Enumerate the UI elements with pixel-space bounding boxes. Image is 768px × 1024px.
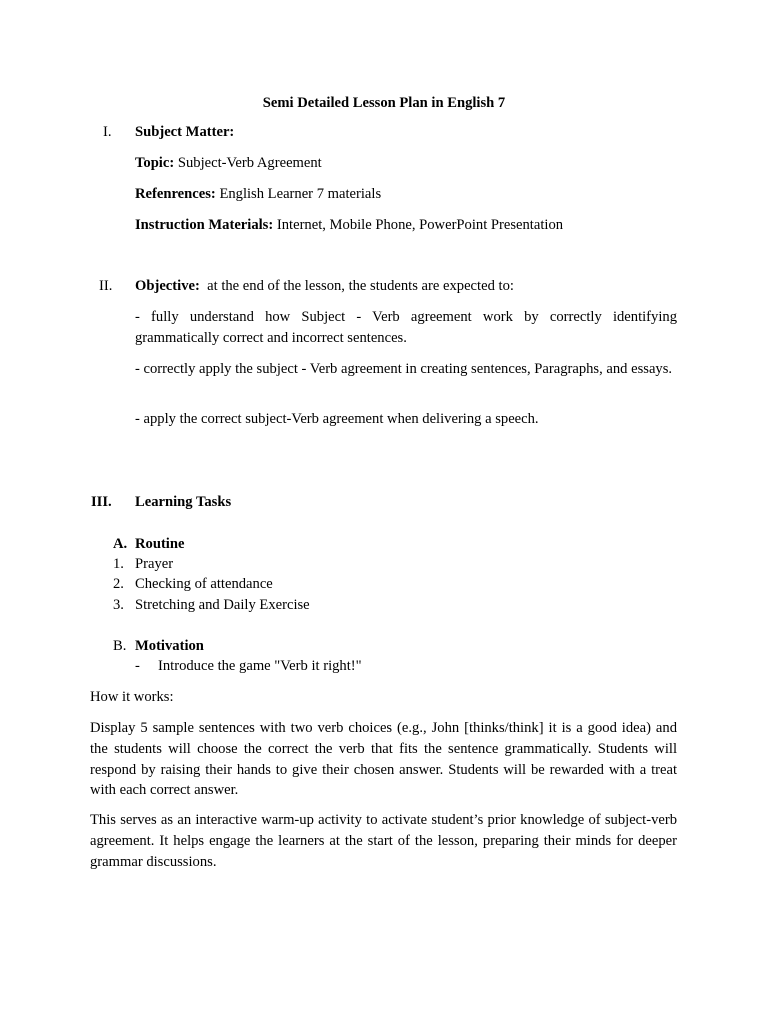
topic-line [135,153,322,173]
motivation-letter: B. [113,638,127,654]
routine-item-3-num: 3. [113,597,124,613]
topic-label: Topic: [135,155,175,171]
paragraph-2: This serves as an interactive warm-up activity to activate student’s prior knowledge of subject-verb agreement. It helps engage the learners at the start of the lesson, preparing their minds for deeper grammar discussions. [90,812,677,870]
routine-heading: Routine [135,536,185,552]
motivation-bullet: - [135,658,140,674]
topic-value: Subject-Verb Agreement [177,155,322,171]
materials-line [135,215,563,235]
objective-item-3: - apply the correct subject-Verb agreement when delivering a speech. [135,411,539,427]
document-title: Semi Detailed Lesson Plan in English 7 [262,95,506,111]
section-1-numeral: I. [103,124,112,140]
materials-label: Instruction Materials: [135,217,274,233]
objective-heading: Objective: [135,278,200,294]
routine-item-1: Prayer [135,556,174,572]
section-3-numeral: III. [91,494,112,510]
objective-intro: at the end of the lesson, the students are expected to: [207,278,514,294]
references-line [135,184,381,204]
materials-value: Internet, Mobile Phone, PowerPoint Presentation [276,217,564,233]
references-value: English Learner 7 materials [219,186,382,202]
how-it-works-label: How it works: [90,689,174,705]
section-3-heading: Learning Tasks [135,494,232,510]
routine-item-3: Stretching and Daily Exercise [135,597,310,613]
objective-item-1: - fully understand how Subject - Verb agreement work by correctly identifying grammatically correct and incorrect sentences. [135,309,677,346]
routine-item-2-num: 2. [113,576,124,592]
routine-item-2: Checking of attendance [135,576,273,592]
section-2-numeral: II. [99,278,113,294]
section-1-heading: Subject Matter: [135,124,235,140]
objective-item-2: - correctly apply the subject - Verb agreement in creating sentences, Paragraphs, and essays. [135,361,673,377]
routine-item-1-num: 1. [113,556,124,572]
routine-letter: A. [113,536,128,552]
motivation-item: Introduce the game "Verb it right!" [158,658,362,674]
references-label: Refenrences: [135,186,216,202]
motivation-heading: Motivation [135,638,204,654]
objective-line [135,276,514,296]
paragraph-1: Display 5 sample sentences with two verb choices (e.g., John [thinks/think] it is a good idea) and the students will choose the correct the verb that fits the sentence grammatically. Students will respond by raising their hands to give their chosen answer. Students will be rewarded with a treat with each correct answer. [90,720,677,799]
